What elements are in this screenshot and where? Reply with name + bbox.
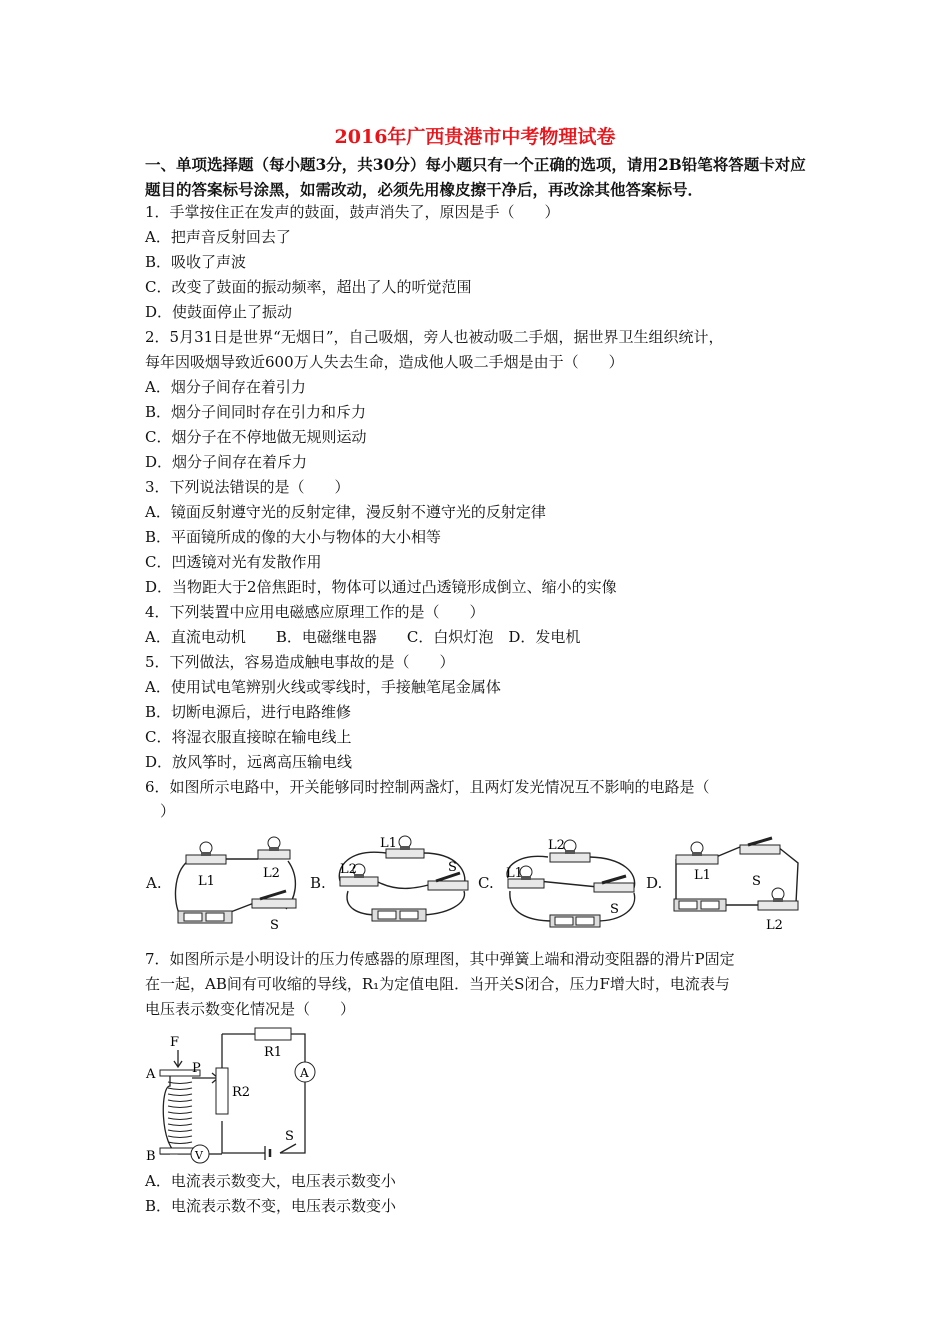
q5-option-d: D．放风筝时，远离高压输电线: [145, 753, 353, 771]
q2-option-d: D．烟分子间存在着斥力: [145, 453, 308, 471]
q2-option-b: B．烟分子间同时存在引力和斥力: [145, 403, 367, 421]
ammeter-label: A: [300, 1066, 309, 1080]
voltmeter-label: V: [195, 1149, 203, 1162]
battery: [265, 1146, 270, 1160]
q2-option-a: A．烟分子间存在着引力: [145, 378, 306, 396]
s-label: S: [270, 918, 279, 933]
q6-circuit-b: [328, 833, 473, 933]
q3-option-b: B．平面镜所成的像的大小与物体的大小相等: [145, 528, 442, 546]
l1-label: L1: [506, 866, 523, 881]
l2-label: L2: [263, 866, 280, 881]
s-label: S: [752, 874, 761, 889]
l2-label: L2: [548, 838, 565, 853]
q7-stem-line3: 电压表示数变化情况是（ ）: [145, 1000, 356, 1018]
force-label: F: [170, 1035, 180, 1050]
point-b-label: B: [146, 1149, 156, 1164]
q7-stem-line1: 7．如图所示是小明设计的压力传感器的原理图，其中弹簧上端和滑动变阻器的滑片P固定: [145, 950, 735, 968]
q6-label-c: C.: [478, 874, 494, 892]
switch: [428, 873, 468, 890]
q2-stem-line2: 每年因吸烟导致近600万人失去生命，造成他人吸二手烟是由于（ ）: [145, 353, 624, 371]
q6-label-d: D.: [646, 874, 663, 892]
q2-option-c: C．烟分子在不停地做无规则运动: [145, 428, 367, 446]
r2-label: R2: [232, 1085, 251, 1100]
battery: [674, 899, 726, 911]
battery: [178, 911, 232, 923]
switch: [280, 1144, 296, 1153]
spring: [168, 1082, 192, 1144]
point-p-label: P: [192, 1061, 201, 1076]
q5-option-a: A．使用试电笔辨别火线或零线时，手接触笔尾金属体: [145, 678, 501, 696]
s-label: S: [448, 860, 457, 875]
lamp-l2: [258, 837, 290, 859]
q2-stem-line1: 2．5月31日是世界“无烟日”，自己吸烟，旁人也被动吸二手烟，据世界卫生组织统计，: [145, 328, 724, 346]
q6-stem-line1: 6．如图所示电路中，开关能够同时控制两盏灯，且两灯发光情况互不影响的电路是（: [145, 778, 710, 796]
q4-options: A．直流电动机 B．电磁继电器 C．白炽灯泡 D．发电机: [145, 628, 581, 646]
switch-label: S: [285, 1129, 294, 1144]
q7-pressure-sensor-diagram: [140, 1026, 330, 1166]
switch: [740, 838, 780, 854]
battery: [372, 909, 426, 921]
battery: [550, 915, 600, 927]
lamp-l2: [758, 888, 798, 910]
q1-option-a: A．把声音反射回去了: [145, 228, 291, 246]
q3-option-c: C．凹透镜对光有发散作用: [145, 553, 322, 571]
q7-stem-line2: 在一起，AB间有可收缩的导线，R₁为定值电阻．当开关S闭合，压力F增大时，电流表与: [145, 975, 730, 993]
r1-label: R1: [264, 1045, 283, 1060]
s-label: S: [610, 902, 619, 917]
l2-label: L2: [766, 918, 783, 933]
q7-option-b: B．电流表示数不变，电压表示数变小: [145, 1197, 397, 1215]
q6-circuit-a: [168, 833, 303, 933]
q6-circuit-c: [498, 833, 643, 933]
l2-label: L2: [340, 862, 357, 877]
lamp-l1: [676, 842, 718, 864]
resistor-r1: [255, 1028, 291, 1040]
switch: [252, 891, 296, 908]
q6-circuit-d: [668, 833, 808, 933]
q6-label-b: B.: [310, 874, 326, 892]
q6-stem-line2: ）: [160, 802, 176, 820]
l1-label: L1: [198, 874, 215, 889]
q1-stem: 1．手掌按住正在发声的鼓面，鼓声消失了，原因是手（ ）: [145, 203, 560, 221]
q7-option-a: A．电流表示数变大，电压表示数变小: [145, 1172, 396, 1190]
page-title: 2016年广西贵港市中考物理试卷: [334, 126, 616, 148]
q3-option-a: A．镜面反射遵守光的反射定律，漫反射不遵守光的反射定律: [145, 503, 546, 521]
q5-stem: 5．下列做法，容易造成触电事故的是（ ）: [145, 653, 455, 671]
lamp-l1: [186, 842, 226, 864]
q6-label-a: A.: [146, 874, 162, 892]
q3-stem: 3．下列说法错误的是（ ）: [145, 478, 350, 496]
section-heading: 一、单项选择题（每小题3分，共30分）每小题只有一个正确的选项，请用2B铅笔将答题卡对应题目的答案标号涂黑，如需改动，必须先用橡皮擦干净后，再改涂其他答案标号．: [145, 155, 806, 199]
l1-label: L1: [380, 836, 397, 851]
q5-option-b: B．切断电源后，进行电路维修: [145, 703, 352, 721]
q4-stem: 4．下列装置中应用电磁感应原理工作的是（ ）: [145, 603, 485, 621]
q1-option-b: B．吸收了声波: [145, 253, 247, 271]
q3-option-d: D．当物距大于2倍焦距时，物体可以通过凸透镜形成倒立、缩小的实像: [145, 578, 617, 596]
q5-option-c: C．将湿衣服直接晾在输电线上: [145, 728, 352, 746]
point-a-label: A: [146, 1067, 156, 1082]
l1-label: L1: [694, 868, 711, 883]
switch: [594, 876, 634, 892]
q1-option-d: D．使鼓面停止了振动: [145, 303, 293, 321]
q1-option-c: C．改变了鼓面的振动频率，超出了人的听觉范围: [145, 278, 472, 296]
resistor-r2: [216, 1068, 228, 1114]
